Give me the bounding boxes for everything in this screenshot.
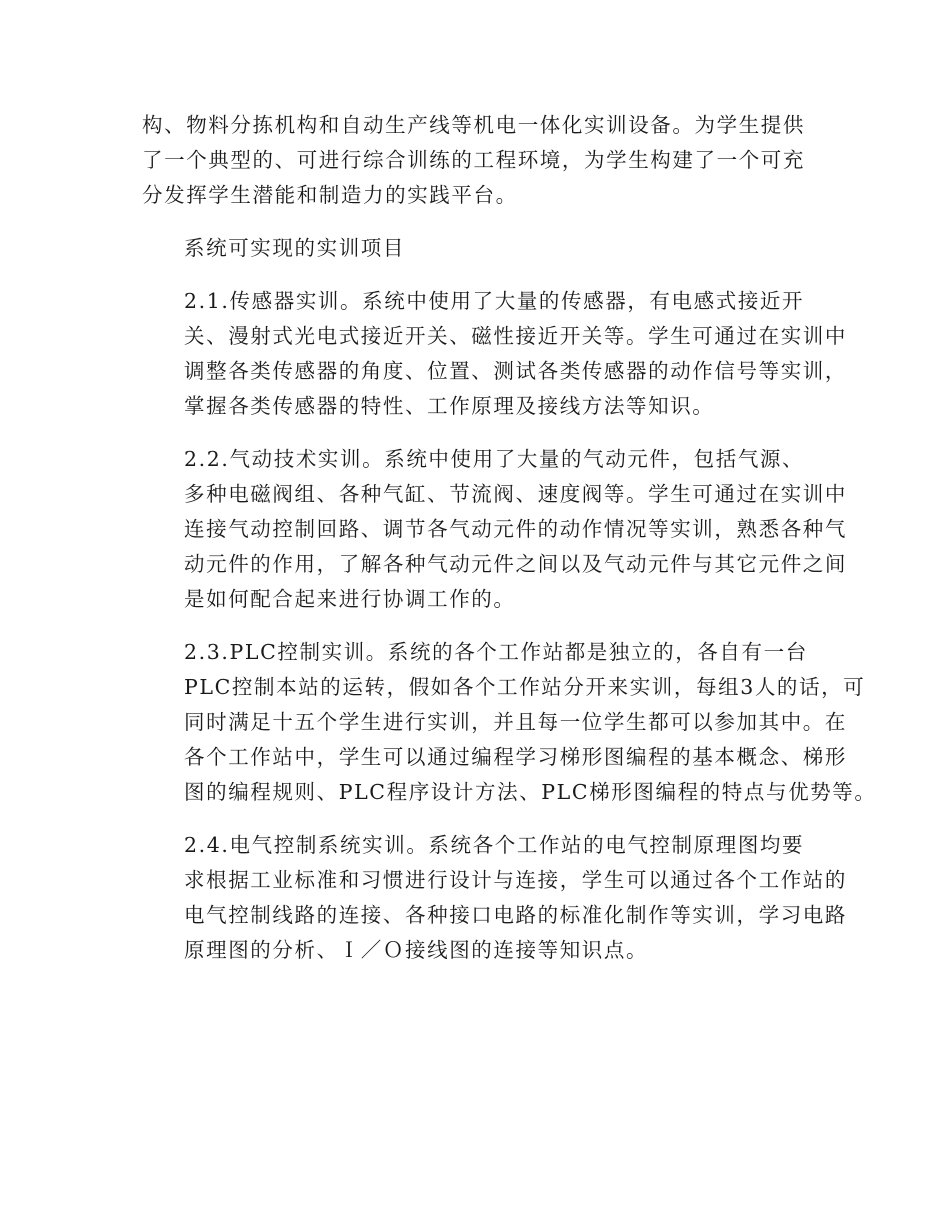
text-line: 求根据工业标准和习惯进行设计与连接，学生可以通过各个工作站的: [184, 868, 847, 892]
text-line: 电气控制线路的连接、各种接口电路的标准化制作等实训，学习电路: [184, 903, 847, 927]
text-line: 2.2.气动技术实训。系统中使用了大量的气动元件，包括气源、: [184, 447, 805, 471]
text-line: 2.1.传感器实训。系统中使用了大量的传感器，有电感式接近开: [184, 289, 805, 313]
text-line: 掌握各类传感器的特性、工作原理及接线方法等知识。: [184, 394, 715, 418]
text-line: 连接气动控制回路、调节各气动元件的动作情况等实训，熟悉各种气: [184, 517, 847, 541]
text-line: 调整各类传感器的角度、位置、测试各类传感器的动作信号等实训，: [184, 359, 847, 383]
text-line: 构、物料分拣机构和自动生产线等机电一体化实训设备。为学生提供: [142, 113, 805, 137]
text-line: 多种电磁阀组、各种气缸、节流阀、速度阀等。学生可通过在实训中: [184, 482, 847, 506]
text-line: 关、漫射式光电式接近开关、磁性接近开关等。学生可通过在实训中: [184, 324, 847, 348]
text-line: 动元件的作用，了解各种气动元件之间以及气动元件与其它元件之间: [184, 552, 847, 576]
pneumatic-training-paragraph: [142, 442, 847, 617]
text-line: 是如何配合起来进行协调工作的。: [184, 587, 516, 611]
document-body: [142, 108, 877, 968]
electrical-training-paragraph: [142, 828, 847, 968]
sensor-training-paragraph: [142, 284, 847, 424]
text-line: 图的编程规则、PLC程序设计方法、PLC梯形图编程的特点与优势等。: [184, 780, 877, 804]
text-line: 2.4.电气控制系统实训。系统各个工作站的电气控制原理图均要: [184, 833, 805, 857]
text-line: 2.3.PLC控制实训。系统的各个工作站都是独立的，各自有一台: [184, 640, 808, 664]
heading-text: 系统可实现的实训项目: [184, 236, 405, 260]
intro-paragraph: [142, 108, 812, 213]
text-line: 原理图的分析、Ｉ／Ｏ接线图的连接等知识点。: [184, 938, 649, 962]
text-line: 了一个典型的、可进行综合训练的工程环境，为学生构建了一个可充: [142, 148, 805, 172]
plc-training-paragraph: [142, 635, 877, 810]
text-line: PLC控制本站的运转，假如各个工作站分开来实训，每组3人的话，可: [184, 675, 866, 699]
text-line: 同时满足十五个学生进行实训，并且每一位学生都可以参加其中。在: [184, 710, 847, 734]
text-line: 各个工作站中，学生可以通过编程学习梯形图编程的基本概念、梯形: [184, 745, 847, 769]
section-heading: [142, 231, 812, 266]
text-line: 分发挥学生潜能和制造力的实践平台。: [142, 183, 518, 207]
